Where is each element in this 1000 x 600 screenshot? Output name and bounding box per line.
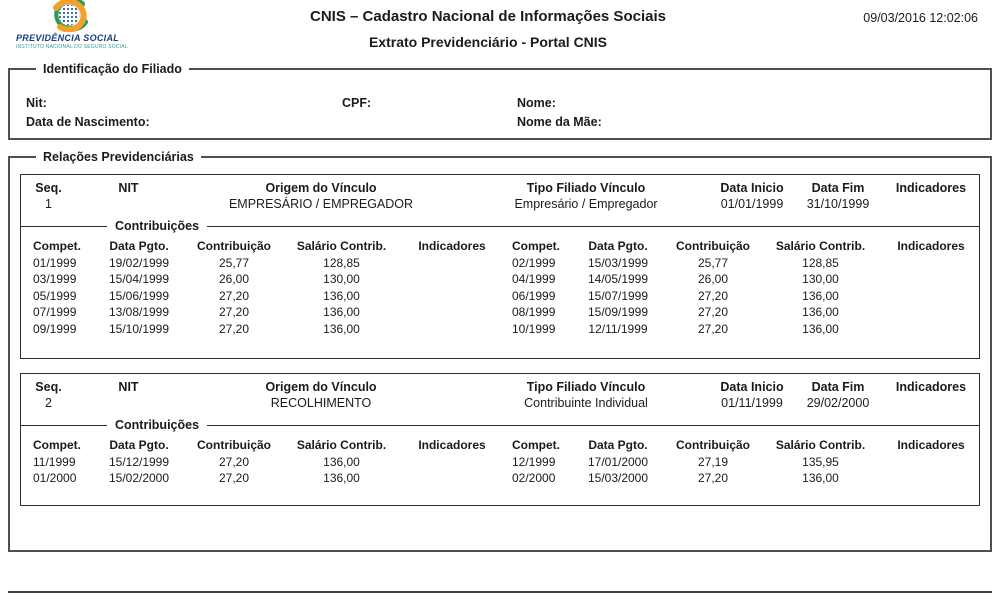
contribuicao-header: Contribuição [197,239,271,253]
indicadores-header: Indicadores [897,438,965,452]
indicadores-cell [404,288,500,305]
tipo-value: Contribuinte Individual [524,396,648,410]
contribuicao-cell: 26,00 [697,272,729,286]
data-pgto-cell: 15/04/1999 [108,272,170,286]
contribuicao-cell: 27,19 [697,454,729,469]
legend-rule-right [207,425,979,426]
contribution-row [500,470,979,487]
contrib-rows [21,454,500,487]
indicadores-cell [883,470,979,487]
previdencia-emblem-icon [30,0,108,32]
compet-header: Compet. [33,438,81,452]
relacoes-previdenciarias-section [8,150,992,552]
seq-value: 2 [45,396,52,410]
indicadores-column-header: Indicadores [895,380,967,394]
seq-value: 1 [45,197,52,211]
data-pgto-cell: 14/05/1999 [587,272,649,286]
vinculo-values-row [21,196,979,212]
compet-cell: 09/1999 [33,321,77,336]
compet-cell: 04/1999 [512,272,556,286]
data-inicio-value: 01/11/1999 [721,396,783,410]
nome-label: Nome: [517,96,556,110]
indicadores-header: Indicadores [418,438,486,452]
contribution-row [21,271,500,288]
contribution-row [21,255,500,272]
contribuicao-cell: 27,20 [697,305,729,319]
indicadores-cell [404,304,500,321]
nit-label: Nit: [26,96,47,110]
indicadores-header: Indicadores [418,239,486,253]
contribution-row [500,271,979,288]
salario-cell: 136,00 [323,454,360,469]
vinculo-header-row [21,175,979,196]
data-pgto-cell: 15/09/1999 [587,305,649,319]
indicadores-cell [883,321,979,338]
vinculo-box-1 [20,174,980,359]
compet-header: Compet. [512,239,560,253]
salario-cell: 136,00 [323,305,360,319]
contribution-row [21,288,500,305]
contribution-row [21,304,500,321]
compet-cell: 08/1999 [512,305,556,319]
nit-value [76,196,181,212]
title-line-1: CNIS – Cadastro Nacional de Informações Sociais [310,8,666,25]
compet-cell: 11/1999 [33,454,76,469]
data-fim-column-header: Data Fim [811,181,865,195]
contribuicao-cell: 27,20 [218,305,250,319]
salario-header: Salário Contrib. [775,438,866,452]
contribuicao-cell: 27,20 [218,288,250,303]
tipo-column-header: Tipo Filiado Vínculo [526,181,646,195]
contribution-row [500,288,979,305]
contribuicao-header: Contribuição [676,438,750,452]
data-pgto-cell: 15/03/1999 [587,255,649,270]
contribution-row [21,454,500,471]
data-pgto-header: Data Pgto. [588,239,648,253]
seq-column-header: Seq. [35,380,62,394]
contribuicao-cell: 27,20 [697,288,729,303]
contribuicao-header: Contribuição [197,438,271,452]
contributions-table [21,238,979,337]
nit-column-header: NIT [118,380,139,394]
indicadores-value [883,395,979,411]
salario-cell: 128,85 [323,255,360,270]
salario-cell: 128,85 [802,255,839,270]
vinculo-box-2 [20,373,980,506]
contrib-rows [500,255,979,338]
salario-cell: 136,00 [802,321,839,336]
indicadores-cell [883,304,979,321]
contribuicao-cell: 27,20 [218,321,250,336]
indicadores-column-header: Indicadores [895,181,967,195]
origem-value: EMPRESÁRIO / EMPREGADOR [228,197,414,211]
contributions-right-half [500,437,979,487]
contributions-table [21,437,979,487]
data-inicio-column-header: Data Inicio [720,181,784,195]
compet-cell: 03/1999 [33,272,77,286]
data-pgto-cell: 15/06/1999 [108,288,170,303]
contribuicoes-legend: Contribuições [115,418,200,432]
data-pgto-cell: 15/03/2000 [587,471,649,485]
data-pgto-cell: 12/11/1999 [588,321,648,336]
compet-cell: 01/2000 [33,471,77,485]
salario-header: Salário Contrib. [296,239,387,253]
compet-cell: 10/1999 [512,321,556,336]
generation-datetime: 09/03/2016 12:02:06 [863,11,978,25]
compet-cell: 12/1999 [512,454,556,469]
vinculo-values-row [21,395,979,411]
compet-header: Compet. [33,239,81,253]
contrib-header-row [500,437,979,454]
indicadores-value [883,196,979,212]
contribuicao-cell: 26,00 [218,272,250,286]
tipo-value: Empresário / Empregador [514,197,658,211]
data-pgto-cell: 15/07/1999 [587,288,649,303]
contribuicao-cell: 27,20 [697,321,729,336]
compet-header: Compet. [512,438,560,452]
data-inicio-value: 01/01/1999 [720,197,784,211]
indicadores-cell [404,321,500,338]
contribuicao-cell: 27,20 [218,471,250,485]
nome-mae-label: Nome da Mãe: [517,115,602,129]
seq-column-header: Seq. [35,181,62,195]
origem-value: RECOLHIMENTO [270,396,372,410]
legend-rule-left [21,226,107,227]
indicadores-cell [883,454,979,471]
contribuicoes-legend: Contribuições [115,219,200,233]
data-pgto-cell: 13/08/1999 [108,305,170,319]
identificacao-filiado-section [8,62,992,140]
data-pgto-cell: 15/10/1999 [108,321,170,336]
legend-rule-left [21,425,107,426]
data-pgto-cell: 17/01/2000 [587,454,649,469]
data-fim-column-header: Data Fim [811,380,865,394]
origem-column-header: Origem do Vínculo [265,181,377,195]
salario-cell: 136,00 [802,288,839,303]
indicadores-cell [883,288,979,305]
data-pgto-header: Data Pgto. [109,438,169,452]
contribuicao-cell: 25,77 [697,255,729,270]
contrib-header-row [21,238,500,255]
salario-cell: 136,00 [323,288,360,303]
salario-cell: 136,00 [323,471,360,485]
data-fim-value: 31/10/1999 [806,197,870,211]
indicadores-cell [883,255,979,272]
contribuicao-cell: 25,77 [218,255,250,270]
contrib-header-row [21,437,500,454]
contribution-row [500,304,979,321]
compet-cell: 02/1999 [512,255,556,270]
contribuicao-header: Contribuição [676,239,750,253]
vinculo-header-row [21,374,979,395]
contribution-row [21,470,500,487]
salario-cell: 135,95 [802,454,839,469]
contributions-left-half [21,238,500,337]
indicadores-header: Indicadores [897,239,965,253]
data-fim-value: 29/02/2000 [806,396,870,410]
salario-header: Salário Contrib. [775,239,866,253]
relacoes-legend: Relações Previdenciárias [43,150,194,164]
contribution-row [21,321,500,338]
indicadores-cell [404,470,500,487]
cpf-label: CPF: [342,96,372,110]
salario-header: Salário Contrib. [296,438,387,452]
contribution-row [500,321,979,338]
data-pgto-cell: 19/02/1999 [108,255,170,270]
contrib-rows [500,454,979,487]
document-title [138,8,838,50]
compet-cell: 06/1999 [512,288,556,303]
data-pgto-header: Data Pgto. [109,239,169,253]
salario-cell: 136,00 [802,471,839,485]
contrib-header-row [500,238,979,255]
data-nascimento-label: Data de Nascimento: [26,115,150,129]
salario-cell: 136,00 [323,321,360,336]
compet-cell: 02/2000 [512,471,556,485]
title-line-2: Extrato Previdenciário - Portal CNIS [368,34,608,50]
contributions-left-half [21,437,500,487]
contribution-row [500,454,979,471]
contribution-row [500,255,979,272]
contribuicoes-legend-row [21,418,979,432]
salario-cell: 130,00 [802,272,839,286]
indicadores-cell [404,454,500,471]
tipo-column-header: Tipo Filiado Vínculo [526,380,646,394]
logo-brand-text: PREVIDÊNCIA SOCIAL [16,33,120,43]
legend-rule-right [207,226,979,227]
contribuicao-cell: 27,20 [218,454,250,469]
salario-cell: 136,00 [802,305,839,319]
contributions-right-half [500,238,979,337]
nit-column-header: NIT [118,181,139,195]
origem-column-header: Origem do Vínculo [265,380,377,394]
contribuicoes-legend-row [21,219,979,233]
bottom-page-divider [8,591,992,593]
data-pgto-cell: 15/12/1999 [108,454,170,469]
indicadores-cell [404,271,500,288]
salario-cell: 130,00 [323,272,360,286]
nit-value [76,395,181,411]
compet-cell: 05/1999 [33,288,77,303]
data-pgto-header: Data Pgto. [588,438,648,452]
contribuicao-cell: 27,20 [697,471,729,485]
data-pgto-cell: 15/02/2000 [108,471,170,485]
previdencia-social-logo [16,0,156,50]
indicadores-cell [883,271,979,288]
compet-cell: 01/1999 [33,255,77,270]
indicadores-cell [404,255,500,272]
compet-cell: 07/1999 [33,305,77,319]
contrib-rows [21,255,500,338]
identificacao-legend: Identificação do Filiado [43,62,182,76]
logo-subtext: INSTITUTO NACIONAL DO SEGURO SOCIAL [16,44,128,50]
data-inicio-column-header: Data Inicio [720,380,784,394]
